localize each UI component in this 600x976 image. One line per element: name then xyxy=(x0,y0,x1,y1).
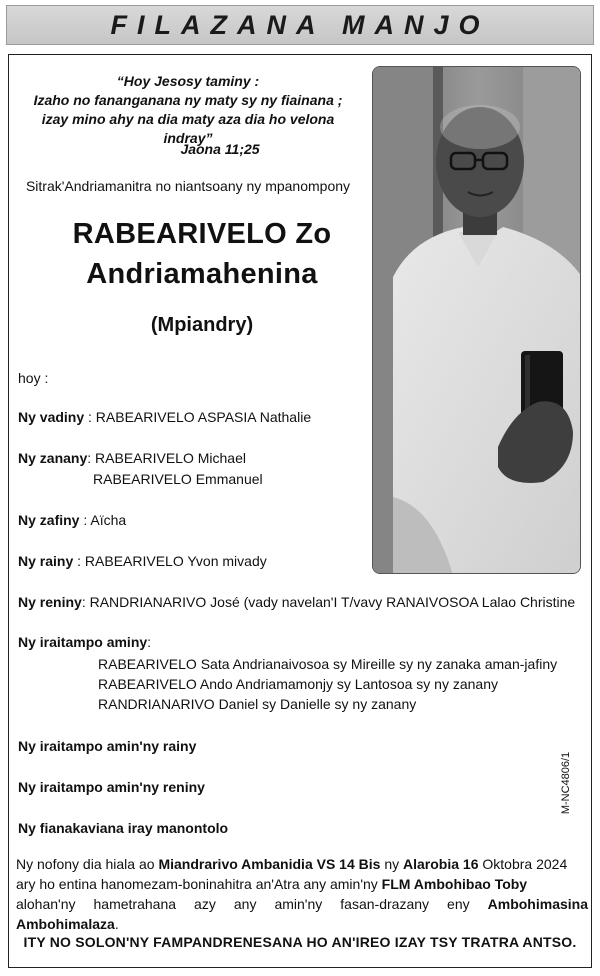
father-value: : RABEARIVELO Yvon mivady xyxy=(73,553,267,569)
father-label: Ny rainy xyxy=(18,553,74,569)
spouse-value: : RABEARIVELO ASPASIA Nathalie xyxy=(84,409,312,425)
funeral-place: Miandrarivo Ambanidia VS 14 Bis xyxy=(158,856,381,872)
sibling-item: RABEARIVELO Ando Andriamamonjy sy Lantosoa sy ny zanany xyxy=(98,676,498,692)
bible-verse xyxy=(20,72,356,148)
sibling-item: RANDRIANARIVO Daniel sy Danielle sy ny zanany xyxy=(98,696,417,712)
funeral-day: Alarobia 16 xyxy=(403,856,479,872)
siblings-suffix: : xyxy=(147,634,152,650)
announcement-text: Sitrak'Andriamanitra no niantsoany ny mpanompony xyxy=(25,178,351,194)
funeral-text: ny xyxy=(380,856,404,872)
sibling-item: RABEARIVELO Sata Andrianaivosoa sy Mireille sy ny zanaka aman-jafiny xyxy=(98,656,558,672)
grandchild-label: Ny zafiny xyxy=(18,512,80,528)
father-siblings-label: Ny iraitampo amin'ny rainy xyxy=(18,738,197,754)
extended-family-row xyxy=(18,820,228,836)
children-label: Ny zanany xyxy=(18,450,88,466)
deceased-name-line: RABEARIVELO Zo xyxy=(72,218,332,250)
verse-line: Izaho no fananganana ny maty sy ny fiainana ; xyxy=(33,92,343,108)
grandchild-value: : Aïcha xyxy=(79,512,127,528)
funeral-text: . xyxy=(114,916,119,932)
mother-value: : RANDRIANARIVO José (vady navelan'I T/vavy RANAIVOSOA Lalao Christine xyxy=(81,594,576,610)
siblings-label: Ny iraitampo aminy xyxy=(18,634,148,650)
funeral-church: FLM Ambohibao Toby xyxy=(381,876,528,892)
funeral-text: alohan'ny hametrahana azy any amin'ny fasan-drazany eny xyxy=(16,896,488,912)
funeral-text: ary ho entina hanomezam-boninahitra an'Atra any amin'ny xyxy=(16,876,382,892)
funeral-text: Ny nofony dia hiala ao xyxy=(16,856,159,872)
closing-statement: ITY NO SOLON'NY FAMPANDRENESANA HO AN'IREO IZAY TSY TRATRA ANTSO. xyxy=(23,934,577,950)
reference-code xyxy=(556,738,576,828)
funeral-details xyxy=(16,854,588,934)
spouse-row xyxy=(18,409,311,425)
father-siblings-row xyxy=(18,738,196,754)
deceased-photo xyxy=(372,66,581,574)
father-row xyxy=(18,553,267,569)
deceased-name-line: Andriamahenina xyxy=(86,258,318,290)
verse-line: “Hoy Jesosy taminy : xyxy=(116,73,260,89)
verse-reference: Jaona 11;25 xyxy=(180,141,260,157)
siblings-row xyxy=(18,634,151,650)
children-value: : RABEARIVELO Michael xyxy=(87,450,246,466)
notice-title: FILAZANA MANJO xyxy=(110,9,490,40)
mother-siblings-row xyxy=(18,779,205,795)
mother-siblings-label: Ny iraitampo amin'ny reniny xyxy=(18,779,205,795)
extended-family-label: Ny fianakaviana iray manontolo xyxy=(18,820,229,836)
reference-code-text: M-NC4806/1 xyxy=(560,751,572,815)
spouse-label: Ny vadiny xyxy=(18,409,85,425)
deceased-nickname: (Mpiandry) xyxy=(150,314,254,336)
grandchild-row xyxy=(18,512,126,528)
verse-line: izay mino ahy na dia maty aza dia ho velona indray” xyxy=(41,111,335,146)
deceased-name xyxy=(20,214,384,294)
intro-text: hoy : xyxy=(18,370,49,386)
mother-label: Ny reniny xyxy=(18,594,82,610)
funeral-tomb: Ambohimasina Ambohimalaza xyxy=(16,896,588,932)
notice-header xyxy=(6,5,594,45)
children-value-extra: RABEARIVELO Emmanuel xyxy=(93,471,263,487)
funeral-date: Oktobra 2024 xyxy=(478,856,568,872)
children-row xyxy=(18,450,246,466)
mother-row xyxy=(18,594,575,610)
